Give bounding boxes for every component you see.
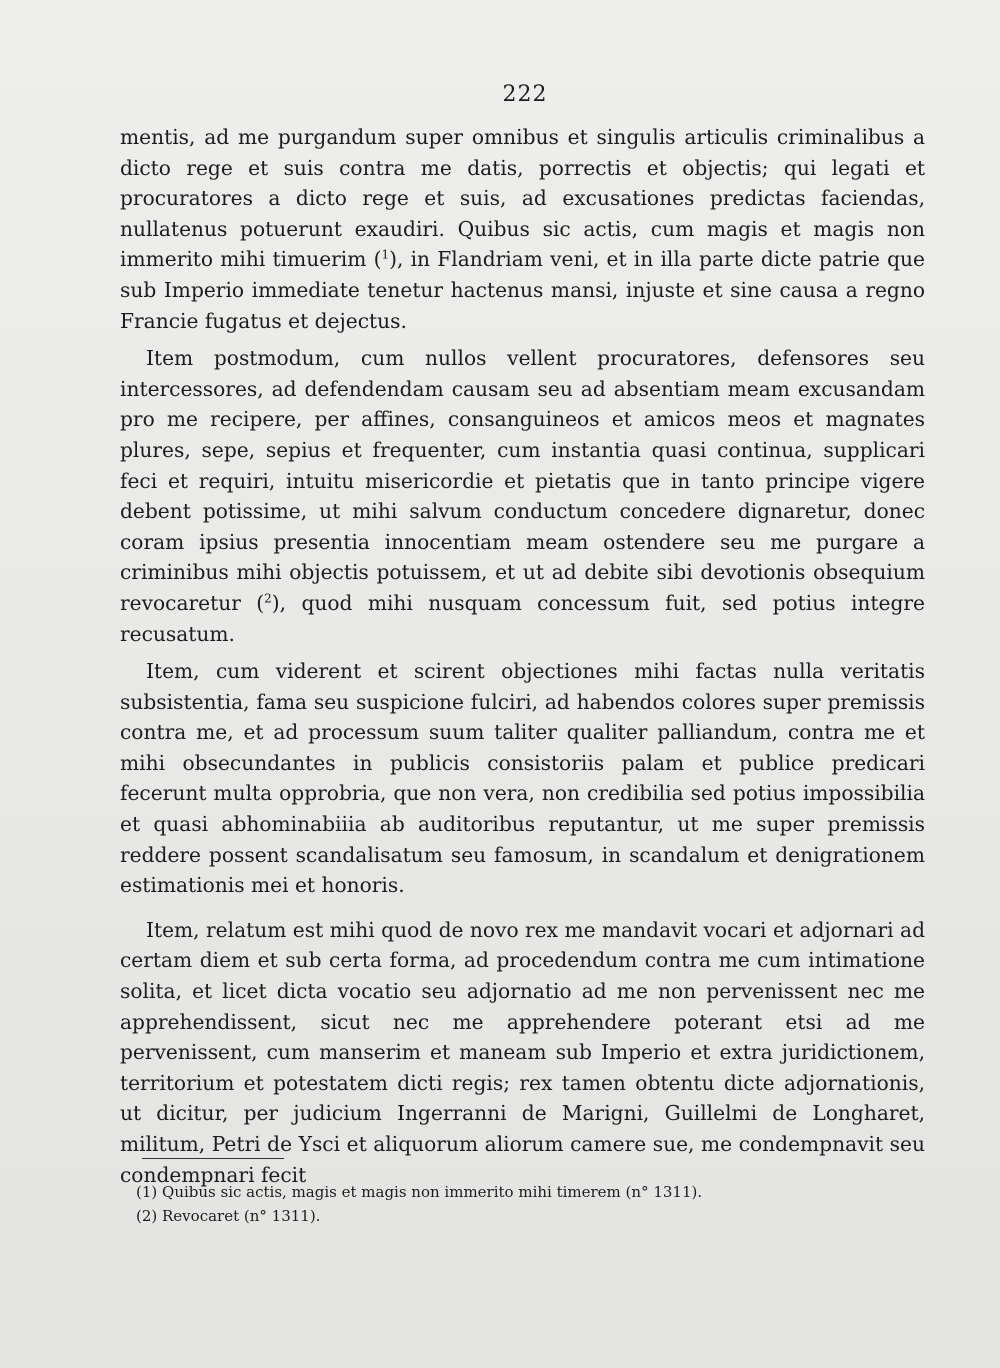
paragraph-2-text-b: ), quod mihi nusquam concessum fuit, sed potius integre recusatum. [120,590,925,646]
paragraph-1-text-a: mentis, ad me purgandum super omnibus et singulis articulis criminalibus a dicto rege et suis contra me datis, porrectis et objectis; qui legati et procuratores a dicto rege et suis, ad excusationes predictas faciendas, nullatenus potuerunt exaudiri. Quibus sic actis, cum magis et magis non immerito mihi timuerim ( [120,125,925,272]
footnote-separator [142,1158,284,1159]
paragraph-2 [120,343,925,649]
footnote-ref-1: 1 [381,247,390,262]
footnote-ref-2: 2 [264,591,272,606]
footnote-2: (2) Revocaret (n° 1311). [136,1207,321,1225]
page-number: 222 [502,82,548,107]
footnotes [136,1180,916,1228]
paragraph-1-text-b: ), in Flandriam veni, et in illa parte dicte patrie que sub Imperio immediate tenetur hactenus mansi, injuste et sine causa a regno Francie fugatus et dejectus. [120,247,926,333]
paragraph-3-text: Item, cum viderent et scirent objectiones mihi factas nulla veritatis subsistentia, fama seu suspicione fulciri, ad habendos colores super premissis contra me, et ad processum suum taliter qualiter palliandum, contra me et mihi obsecundantes in publicis consistoriis palam et publice predicari fecerunt multa opprobria, que non vera, non credibilia sed potius impossibilia et quasi abhominabiiia ab auditoribus reputantur, ut me super premissis reddere possent scandalisatum seu famosum, in scandalum et denigrationem estimationis mei et honoris. [120,659,925,898]
paragraph-1 [120,122,925,336]
paragraph-4 [120,915,925,1190]
footnote-1: (1) Quibus sic actis, magis et magis non immerito mihi timerem (n° 1311). [136,1183,703,1201]
body-text [120,122,925,1190]
paragraph-2-text-a: Item postmodum, cum nullos vellent procuratores, defensores seu intercessores, ad defendendam causam seu ad absentiam meam excusandam pro me recipere, per affines, consanguineos et amicos meos et magnates plures, sepe, sepius et frequenter, cum instantia quasi continua, supplicari feci et requiri, intuitu misericordie et pietatis que in tanto principe vigere debent potissime, ut mihi salvum conductum concedere dignaretur, donec coram ipsius presentia innocentiam meam ostendere seu me purgare a criminibus mihi objectis potuissem, et ut ad debite sibi devotionis obsequium revocaretur ( [120,346,925,615]
paragraph-3 [120,656,925,901]
paragraph-4-text: Item, relatum est mihi quod de novo rex me mandavit vocari et adjornari ad certam diem et sub certa forma, ad procedendum contra me cum intimatione solita, et licet dicta vocatio seu adjornatio ad me non pervenissent nec me apprehendissent, sicut nec me apprehendere poterant etsi ad me pervenissent, cum manserim et maneam sub Imperio et extra juridictionem, territorium et potestatem dicti regis; rex tamen obtentu dicte adjornationis, ut dicitur, per judicium Ingerranni de Marigni, Guillelmi de Longharet, militum, Petri de Ysci et aliquorum aliorum camere sue, me condempnavit seu condempnari fecit [120,917,925,1187]
